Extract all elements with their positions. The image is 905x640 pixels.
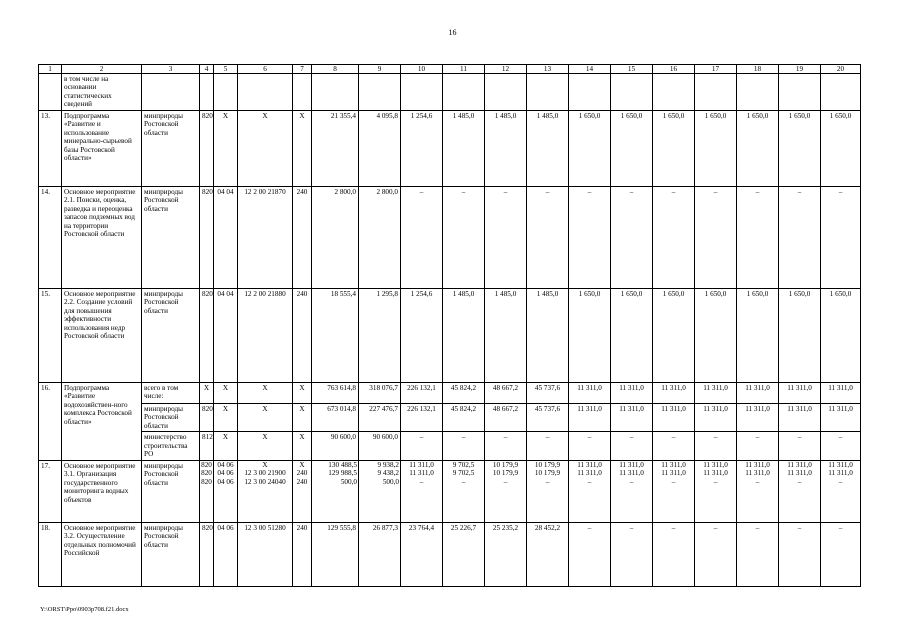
row-gp-code: 820 [200,403,214,431]
row-value-line: 240 [296,477,308,486]
row-value: – [611,432,653,460]
row-value-line: 11 311,0 [828,460,853,469]
row-value-line: 04 06 [217,477,234,486]
row-value-line: 12 3 00 21900 [244,469,286,478]
row-value-line: – [671,477,676,486]
row-value: 1 650,0 [611,288,653,382]
row-expense-type: Х [293,382,312,403]
row-value-line: – [461,477,466,486]
row-value: 21 355,4 [312,110,359,186]
row-executor: минприроды Ростовской области [142,403,200,431]
row-value: – [779,186,821,288]
row-name: Основное мероприятие 3.2. Осуществление отдельных полномочий Российской [62,522,142,586]
row-value-line: – [755,477,760,486]
row-value-line: 820 [201,477,212,486]
header-cell: 3 [142,65,200,74]
row-value: – [569,522,611,586]
row-value-line: – [419,477,424,486]
row-value: 48 667,2 [485,403,527,431]
row-value-line: 11 311,0 [619,469,644,478]
header-cell: 12 [485,65,527,74]
row-value-line: – [545,477,550,486]
header-cell: 8 [312,65,359,74]
row-expense-type: 240 [293,186,312,288]
empty-cell [821,74,861,111]
row-value: 11 311,0 [569,382,611,403]
row-value-line: 04 06 [217,469,234,478]
row-section-code [214,460,238,522]
empty-cell [611,74,653,111]
row-value: 1 485,0 [485,110,527,186]
row-value-line: – [503,477,508,486]
row-value-line: 04 06 [217,460,234,469]
row-target-code: 12 3 00 51280 [238,522,293,586]
row-value: 90 600,0 [312,432,359,460]
row-value: 226 132,1 [401,403,443,431]
row-expense-type: 240 [293,522,312,586]
row-value: 1 650,0 [569,288,611,382]
row-value-line: 10 179,9 [492,460,519,469]
row-value-line: 820 [201,460,212,469]
row-value: 11 311,0 [611,403,653,431]
header-cell: 2 [62,65,142,74]
row-section-code: Х [214,382,238,403]
row-value: 1 485,0 [527,110,569,186]
header-cell: 4 [200,65,214,74]
row-value: 26 877,3 [359,522,401,586]
row-value-line: 11 311,0 [703,469,728,478]
row-executor: минприроды Ростовской области [142,522,200,586]
row-name: Основное мероприятие 3.1. Организация государственного мониторинга водных объектов [62,460,142,522]
row-section-code: 04 06 [214,522,238,586]
row-expense-type [293,460,312,522]
row-value-line: Х [299,460,305,469]
row-value-line: 11 311,0 [661,460,686,469]
row-value [653,460,695,522]
row-value: 1 254,6 [401,110,443,186]
row-value-line: – [629,477,634,486]
header-cell: 13 [527,65,569,74]
row-value: 4 095,8 [359,110,401,186]
row-number: 18. [39,522,62,586]
row-value: – [695,186,737,288]
row-section-code: Х [214,403,238,431]
empty-cell [312,74,359,111]
row-value: 45 824,2 [443,382,485,403]
row-value: 1 650,0 [653,288,695,382]
row-value [695,460,737,522]
empty-cell [737,74,779,111]
row-value-line: 11 311,0 [409,469,434,478]
row-value [527,460,569,522]
row-value: 1 650,0 [653,110,695,186]
row-value: – [653,522,695,586]
row-gp-code [200,460,214,522]
row-value-line: 9 938,2 [377,460,399,469]
row-value [737,460,779,522]
row-section-code: Х [214,110,238,186]
row-name: в том числе на основании статистических сведений [62,74,142,111]
row-value: – [443,186,485,288]
row-value-line: Х [262,460,268,469]
header-cell: 5 [214,65,238,74]
header-cell: 17 [695,65,737,74]
empty-cell [569,74,611,111]
empty-cell [695,74,737,111]
row-value: 11 311,0 [569,403,611,431]
row-target-code: 12 2 00 21870 [238,186,293,288]
row-gp-code: 820 [200,186,214,288]
row-value: 1 485,0 [443,288,485,382]
table-row [39,460,861,522]
row-value: 11 311,0 [653,403,695,431]
row-value: 11 311,0 [821,403,861,431]
row-value-line: 130 488,5 [328,460,357,469]
row-name: Подпрограмма «Развитие водохозяйствен-ного комплекса Ростовской области» [62,382,142,460]
row-value: – [653,186,695,288]
row-value: 673 014,8 [312,403,359,431]
row-value: 25 226,7 [443,522,485,586]
row-value-line: 129 988,5 [328,469,357,478]
page-number: 16 [448,28,457,37]
row-section-code: 04 04 [214,186,238,288]
row-target-code: Х [238,110,293,186]
row-value [401,460,443,522]
row-value: – [611,522,653,586]
row-expense-type: Х [293,432,312,460]
row-value: – [485,432,527,460]
row-value-line: 11 311,0 [745,469,770,478]
row-gp-code: 820 [200,110,214,186]
row-value: – [401,432,443,460]
table-row [39,110,861,186]
row-value: 227 476,7 [359,403,401,431]
row-executor: всего в том числе: [142,382,200,403]
row-value: – [569,432,611,460]
row-value: – [695,522,737,586]
row-name: Подпрограмма «Развитие и использование минерально-сырьевой базы Ростовской области» [62,110,142,186]
row-value: 11 311,0 [821,382,861,403]
row-value: 45 737,6 [527,403,569,431]
row-value: 11 311,0 [779,382,821,403]
empty-cell [142,74,200,111]
header-cell: 10 [401,65,443,74]
row-value-line: 9 702,5 [452,469,475,478]
row-number: 13. [39,110,62,186]
row-value: 11 311,0 [737,403,779,431]
row-value-line: 11 311,0 [787,460,812,469]
row-value-line: 500,0 [382,477,399,486]
header-cell: 14 [569,65,611,74]
row-target-code: Х [238,382,293,403]
row-value: – [695,432,737,460]
row-value: – [569,186,611,288]
row-value-line: 11 311,0 [787,469,812,478]
row-value: 2 800,0 [359,186,401,288]
row-value: – [485,186,527,288]
row-value-line: 12 3 00 24040 [244,477,286,486]
row-value: 1 650,0 [737,288,779,382]
row-value: 1 650,0 [821,288,861,382]
row-value: 1 485,0 [443,110,485,186]
empty-cell [779,74,821,111]
row-value: 11 311,0 [611,382,653,403]
table-row [39,288,861,382]
header-cell: 18 [737,65,779,74]
row-expense-type: 240 [293,288,312,382]
row-value: – [527,432,569,460]
row-value: 11 311,0 [653,382,695,403]
row-value: 763 614,8 [312,382,359,403]
row-value: 1 485,0 [485,288,527,382]
header-cell: 1 [39,65,62,74]
row-value: 1 295,8 [359,288,401,382]
row-number: 17. [39,460,62,522]
row-value [312,460,359,522]
row-value-line: – [838,477,843,486]
row-number: 16. [39,382,62,460]
row-gp-code: 820 [200,288,214,382]
row-value-line: 11 311,0 [661,469,686,478]
row-number: 14. [39,186,62,288]
empty-cell [527,74,569,111]
program-table [38,64,861,587]
header-cell: 9 [359,65,401,74]
row-value: 48 667,2 [485,382,527,403]
row-value: – [443,432,485,460]
row-value: 1 254,6 [401,288,443,382]
table-row [39,74,861,111]
row-value: – [779,432,821,460]
empty-cell [238,74,293,111]
row-value-line: 11 311,0 [577,460,602,469]
header-cell: 19 [779,65,821,74]
empty-cell [443,74,485,111]
header-cell: 7 [293,65,312,74]
empty-cell [485,74,527,111]
row-value: – [737,432,779,460]
row-value: 226 132,1 [401,382,443,403]
row-target-code: 12 2 00 21880 [238,288,293,382]
row-value-line: – [797,477,802,486]
row-value-line: 240 [296,469,308,478]
row-value: 11 311,0 [779,403,821,431]
row-value [359,460,401,522]
header-cell: 16 [653,65,695,74]
row-section-code: Х [214,432,238,460]
row-value: 90 600,0 [359,432,401,460]
row-value: – [737,522,779,586]
row-value: – [737,186,779,288]
row-number [39,74,62,111]
row-section-code: 04 04 [214,288,238,382]
row-value: 2 800,0 [312,186,359,288]
row-executor: министерство строительства РО [142,432,200,460]
row-value-line: 11 311,0 [745,460,770,469]
row-executor: минприроды Ростовской области [142,110,200,186]
header-cell: 6 [238,65,293,74]
table-row [39,432,861,460]
table-row [39,382,861,403]
row-target-code: Х [238,403,293,431]
row-gp-code: 820 [200,522,214,586]
row-value: 45 824,2 [443,403,485,431]
table-row [39,522,861,586]
row-value: 1 650,0 [821,110,861,186]
row-value: 1 650,0 [569,110,611,186]
header-row [39,65,861,74]
row-value: 1 650,0 [695,110,737,186]
empty-cell [293,74,312,111]
row-value [611,460,653,522]
row-value-line: – [587,477,592,486]
row-name: Основное мероприятие 2.2. Создание условий для повышения эффективности использования недр Ростовской области [62,288,142,382]
row-value: 23 764,4 [401,522,443,586]
row-value [569,460,611,522]
empty-cell [359,74,401,111]
row-number: 15. [39,288,62,382]
row-value [821,460,861,522]
row-value-line: 10 179,9 [534,460,561,469]
row-value: 1 650,0 [737,110,779,186]
row-value: – [779,522,821,586]
row-gp-code: Х [200,382,214,403]
header-cell: 20 [821,65,861,74]
row-value: 45 737,6 [527,382,569,403]
row-value: 11 311,0 [695,382,737,403]
row-value: 1 650,0 [779,288,821,382]
row-value-line: 11 311,0 [409,460,434,469]
row-executor: минприроды Ростовской области [142,186,200,288]
row-value: 28 452,2 [527,522,569,586]
row-value: – [821,522,861,586]
row-value-line: 11 311,0 [577,469,602,478]
row-value-line: 11 311,0 [619,460,644,469]
row-value: 1 650,0 [779,110,821,186]
footer-file-path: Y:\ORST\Ppo\0903p708.f21.docx [40,606,129,613]
row-gp-code: 812 [200,432,214,460]
table-row [39,186,861,288]
row-expense-type: Х [293,110,312,186]
row-value: 25 235,2 [485,522,527,586]
row-value-line: 9 702,5 [452,460,475,469]
table-row [39,403,861,431]
row-value: – [653,432,695,460]
row-value-line: 10 179,9 [492,469,519,478]
row-value: 1 650,0 [611,110,653,186]
row-value-line: 11 311,0 [828,469,853,478]
row-value: – [821,186,861,288]
row-value: – [401,186,443,288]
row-value: – [611,186,653,288]
row-value: 18 555,4 [312,288,359,382]
row-value: 1 650,0 [695,288,737,382]
empty-cell [653,74,695,111]
empty-cell [401,74,443,111]
row-executor: минприроды Ростовской области [142,288,200,382]
row-value-line: 500,0 [340,477,357,486]
empty-cell [214,74,238,111]
row-value [779,460,821,522]
row-value: 11 311,0 [737,382,779,403]
row-expense-type: Х [293,403,312,431]
row-value: – [821,432,861,460]
row-value [485,460,527,522]
row-value-line: 10 179,9 [534,469,561,478]
row-value-line: 9 438,2 [377,469,399,478]
row-value: 129 555,8 [312,522,359,586]
header-cell: 15 [611,65,653,74]
row-value: – [527,186,569,288]
row-target-code [238,460,293,522]
row-value [443,460,485,522]
row-target-code: Х [238,432,293,460]
row-value-line: 820 [201,469,212,478]
row-executor: минприроды Ростовской области [142,460,200,522]
header-cell: 11 [443,65,485,74]
row-value: 318 076,7 [359,382,401,403]
row-value: 1 485,0 [527,288,569,382]
empty-cell [200,74,214,111]
row-value-line: 11 311,0 [703,460,728,469]
row-value: 11 311,0 [695,403,737,431]
row-value-line: – [713,477,718,486]
row-name: Основное мероприятие 2.1. Поиски, оценка, разведка и переоценка запасов подземных вод на территории Ростовской области [62,186,142,288]
